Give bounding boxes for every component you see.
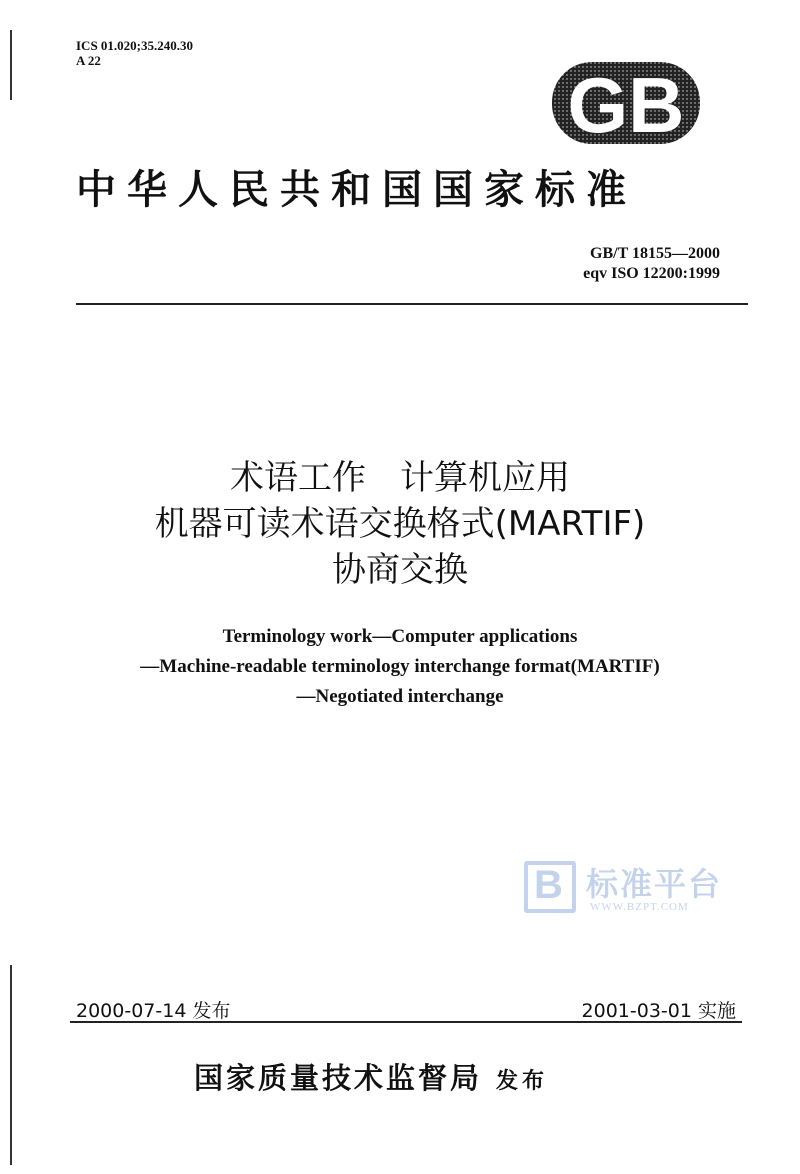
chinese-title xyxy=(60,455,740,593)
watermark-text: 标准平台 xyxy=(586,865,723,903)
publisher xyxy=(194,1056,548,1097)
ics-code: ICS 01.020;35.240.30 xyxy=(76,38,194,53)
english-title-line: Terminology work—Computer applications xyxy=(222,626,578,647)
gb-logo xyxy=(546,58,706,148)
implementation-date: 2001-03-01 实施 xyxy=(581,1000,736,1022)
classification-codes xyxy=(76,38,193,68)
scan-edge-mark-top xyxy=(10,30,12,100)
equivalence-note: eqv ISO 12200:1999 xyxy=(583,265,720,282)
chinese-title-line: 术语工作 计算机应用 xyxy=(230,458,570,498)
english-title-line: —Machine-readable terminology interchange format(MARTIF) xyxy=(140,656,660,677)
watermark-url: WWW.BZPT.COM xyxy=(590,901,689,913)
issue-date: 2000-07-14 发布 xyxy=(76,1000,231,1022)
footer-divider xyxy=(70,1021,742,1023)
chinese-title-line: 机器可读术语交换格式(MARTIF) xyxy=(154,504,646,544)
header-divider xyxy=(76,303,748,305)
gb-logo-text: GB xyxy=(567,61,685,148)
standard-number: GB/T 18155—2000 xyxy=(590,245,720,262)
publisher-suffix: 发布 xyxy=(496,1069,549,1094)
standard-number-block xyxy=(470,244,720,284)
english-title xyxy=(60,622,740,712)
english-title-line: —Negotiated interchange xyxy=(296,686,504,707)
publisher-name: 国家质量技术监督局 xyxy=(194,1061,483,1095)
watermark-logo-icon: B xyxy=(524,861,576,913)
scan-edge-mark-bottom xyxy=(10,965,12,1165)
class-code: A 22 xyxy=(76,53,101,68)
watermark xyxy=(524,857,734,919)
chinese-title-line: 协商交换 xyxy=(332,550,468,590)
organization-title: 中华人民共和国国家标准 xyxy=(76,167,637,213)
